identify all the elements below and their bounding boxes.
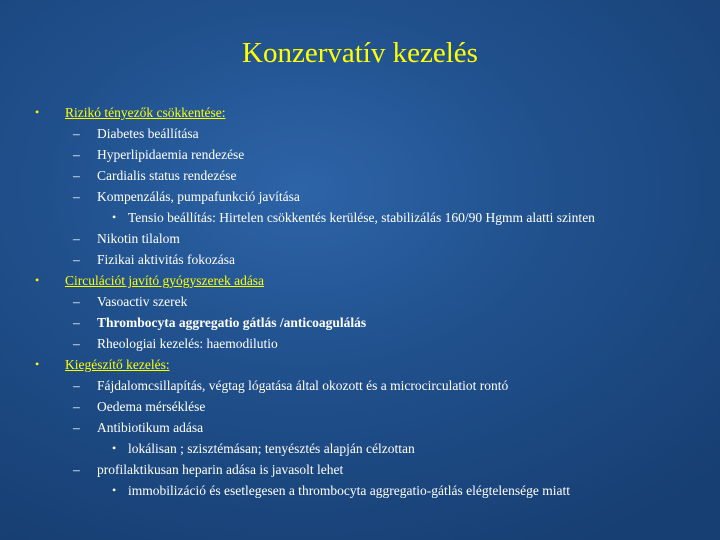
sub-bullet-marker: • xyxy=(112,441,117,455)
dash-marker: – xyxy=(73,462,80,477)
bullet-marker: • xyxy=(35,105,40,119)
list-item xyxy=(0,123,720,144)
dash-marker: – xyxy=(73,315,80,330)
list-item xyxy=(0,228,720,249)
list-item-text: Kompenzálás, pumpafunkció javítása xyxy=(97,189,300,204)
list-item xyxy=(0,312,720,333)
list-item-text: Diabetes beállítása xyxy=(97,126,199,141)
dash-marker: – xyxy=(73,420,80,435)
sub-list-item xyxy=(0,207,720,228)
section-heading-circulation xyxy=(0,270,720,291)
list-item-text: Fizikai aktivitás fokozása xyxy=(97,252,235,267)
list-item xyxy=(0,417,720,438)
dash-marker: – xyxy=(73,294,80,309)
section-heading-text: Rizikó tényezők csökkentése: xyxy=(65,105,226,120)
list-item xyxy=(0,396,720,417)
section-heading-text: Kiegészítő kezelés: xyxy=(65,357,170,372)
slide-body xyxy=(0,102,720,501)
sub-list-item xyxy=(0,438,720,459)
list-item xyxy=(0,291,720,312)
dash-marker: – xyxy=(73,126,80,141)
section-heading-text: Circulációt javító gyógyszerek adása xyxy=(65,273,265,288)
dash-marker: – xyxy=(73,189,80,204)
section-heading-risk-factors xyxy=(0,102,720,123)
bullet-marker: • xyxy=(35,357,40,371)
list-item-text: Hyperlipidaemia rendezése xyxy=(97,147,245,162)
list-item-text: Vasoactiv szerek xyxy=(97,294,188,309)
list-item xyxy=(0,333,720,354)
list-item-text: Fájdalomcsillapítás, végtag lógatása által okozott és a microcirculatiot rontó xyxy=(97,378,509,393)
list-item xyxy=(0,186,720,207)
dash-marker: – xyxy=(73,336,80,351)
sub-list-item-text: lokálisan ; szisztémásan; tenyésztés alapján célzottan xyxy=(128,441,415,456)
list-item-text: Cardialis status rendezése xyxy=(97,168,237,183)
list-item-text: Antibiotikum adása xyxy=(97,420,204,435)
list-item xyxy=(0,375,720,396)
list-item xyxy=(0,249,720,270)
list-item xyxy=(0,165,720,186)
sub-bullet-marker: • xyxy=(112,483,117,497)
sub-list-item xyxy=(0,480,720,501)
sub-list-item-text: Tensio beállítás: Hirtelen csökkentés kerülése, stabilizálás 160/90 Hgmm alatti szinten xyxy=(128,210,595,225)
sub-list-item-text: immobilizáció és esetlegesen a thrombocyta aggregatio-gátlás elégtelensége miatt xyxy=(128,483,570,498)
bullet-marker: • xyxy=(35,273,40,287)
dash-marker: – xyxy=(73,399,80,414)
dash-marker: – xyxy=(73,378,80,393)
dash-marker: – xyxy=(73,147,80,162)
list-item-text: Thrombocyta aggregatio gátlás /anticoagulálás xyxy=(97,315,367,330)
list-item xyxy=(0,459,720,480)
dash-marker: – xyxy=(73,168,80,183)
list-item-text: Rheologiai kezelés: haemodilutio xyxy=(97,336,278,351)
list-item-text: profilaktikusan heparin adása is javasolt lehet xyxy=(97,462,344,477)
dash-marker: – xyxy=(73,231,80,246)
list-item-text: Oedema mérséklése xyxy=(97,399,206,414)
section-heading-supplementary xyxy=(0,354,720,375)
list-item-text: Nikotin tilalom xyxy=(97,231,180,246)
dash-marker: – xyxy=(73,252,80,267)
sub-bullet-marker: • xyxy=(112,210,117,224)
list-item xyxy=(0,144,720,165)
slide-title: Konzervatív kezelés xyxy=(242,37,478,69)
